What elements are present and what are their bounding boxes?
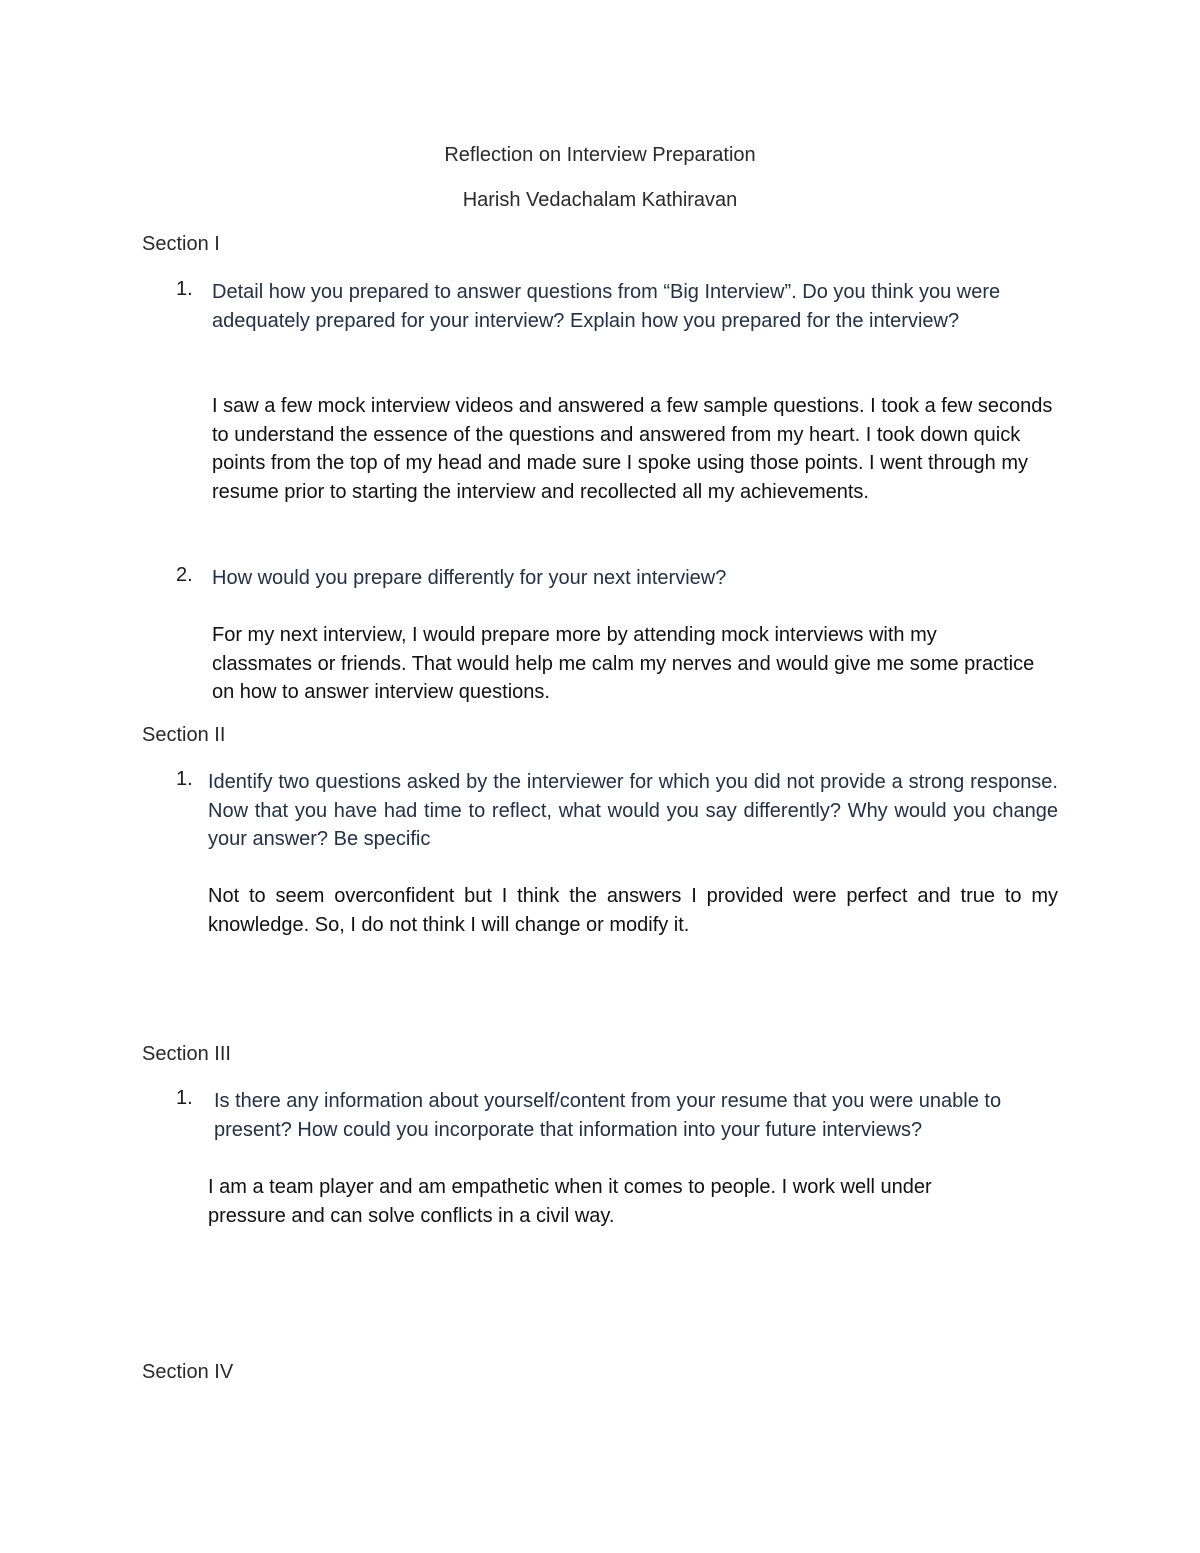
- section-heading-3: Section III: [142, 1043, 231, 1065]
- question-text: Is there any information about yourself/content from your resume that you were unable to present? How could you incorporate that information into your future interviews?: [214, 1090, 1002, 1141]
- document-title: Reflection on Interview Preparation: [444, 144, 756, 166]
- item-number: 1.: [176, 768, 193, 790]
- item-number: 1.: [176, 1087, 193, 1109]
- answer-text: I am a team player and am empathetic when it comes to people. I work well under pressure and can solve conflicts in a civil way.: [208, 1176, 932, 1227]
- answer-text: For my next interview, I would prepare more by attending mock interviews with my classmates or friends. That would help me calm my nerves and would give me some practice on how to answer interview questions.: [212, 624, 1035, 703]
- answer-text: Not to seem overconfident but I think the answers I provided were perfect and true to my knowledge. So, I do not think I will change or modify it.: [208, 885, 1058, 936]
- document-author: Harish Vedachalam Kathiravan: [462, 189, 738, 211]
- item-number: 1.: [176, 278, 193, 300]
- section-heading-1: Section I: [142, 233, 220, 255]
- answer-text: I saw a few mock interview videos and answered a few sample questions. I took a few seconds to understand the essence of the questions and answered from my heart. I took down quick points from the top of my head and made sure I spoke using those points. I went through my resume prior to starting the interview and recollected all my achievements.: [212, 395, 1053, 503]
- item-number: 2.: [176, 564, 193, 586]
- question-text: How would you prepare differently for your next interview?: [212, 567, 727, 589]
- question-text: Detail how you prepared to answer questions from “Big Interview”. Do you think you were adequately prepared for your interview? Explain how you prepared for the interview?: [212, 281, 1001, 332]
- section-heading-2: Section II: [142, 724, 226, 746]
- section-heading-4: Section IV: [142, 1361, 234, 1383]
- question-text: Identify two questions asked by the interviewer for which you did not provide a strong response. Now that you have had time to reflect, what would you say differently? Why would you change your answer? Be specific: [208, 771, 1058, 850]
